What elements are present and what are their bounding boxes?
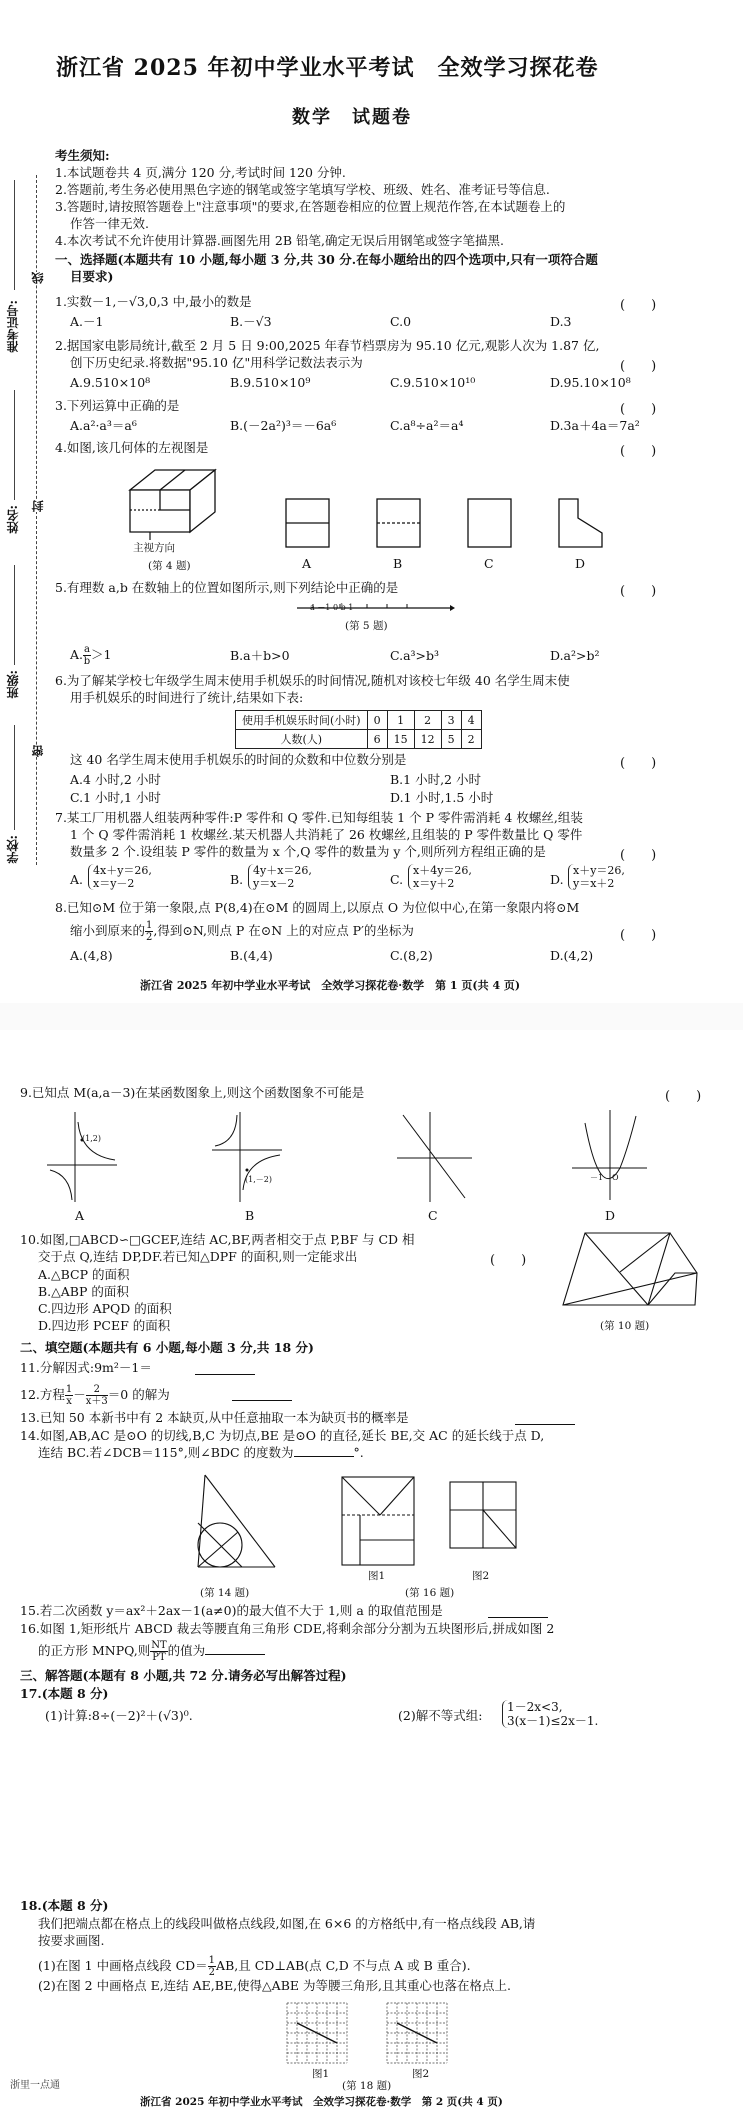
q2-option-a: A.9.510×10⁸: [70, 375, 151, 390]
secret-mark: 密: [31, 745, 45, 757]
q16-figure-2-label: 图2: [472, 1570, 490, 1582]
q10-stem: 10.如图,□ABCD∽□GCEF,连结 AC,BF,两者相交于点 P,BF 与 CD 相: [20, 1232, 415, 1247]
page-1-footer: 浙江省 2025 年初中学业水平考试 全效学习探花卷·数学 第 1 页(共 4 页): [140, 979, 521, 992]
q7-option-c-label: C.: [390, 872, 404, 887]
q7-stem: 7.某工厂用机器人组装两种零件:P 零件和 Q 零件.已知每组装 1 个 P 零件需消耗 4 枚螺丝,组装: [55, 810, 583, 825]
q6-option-b: B.1 小时,2 小时: [390, 772, 481, 787]
q7-option-b: 4y＋x＝26, y＝x－2: [248, 864, 312, 890]
q18-part-1: (1)在图 1 中画格点线段 CD＝ $\frac{1}{2}$ AB,且 CD⊥AB(点 C,D 不与点 A 或 B 重合).: [38, 1955, 471, 1978]
table-cell: 3: [441, 711, 461, 730]
q8-stem: 8.已知⊙M 位于第一象限,点 P(8,4)在⊙M 的圆周上,以原点 O 为位似中心,在第一象限内将⊙M: [55, 900, 580, 915]
note-2: 2.答题前,考生务必使用黑色字迹的钢笔或签字笔填写学校、班级、姓名、准考证号等信息.: [55, 182, 550, 197]
q9-option-d: D: [605, 1208, 616, 1223]
q16-figure-1-label: 图1: [368, 1570, 386, 1582]
q14-figure: [180, 1470, 280, 1580]
q4-view-direction: 主视方向: [133, 542, 175, 554]
q18-grid-1-label: 图1: [312, 2068, 330, 2080]
q4-stem: 4.如图,该几何体的左视图是: [55, 440, 209, 455]
q6-option-a: A.4 小时,2 小时: [70, 772, 161, 787]
q4-option-b: B: [393, 556, 403, 571]
q5-option-a: A. $\frac{a}{b}$ ＞1: [70, 644, 112, 667]
q18-caption: (第 18 题): [342, 2080, 392, 2092]
q1-option-a: A.－1: [70, 314, 104, 329]
table-cell: 12: [414, 730, 441, 749]
q17-part-1: (1)计算:8÷(－2)²＋(√3)⁰.: [45, 1708, 193, 1723]
q9-option-b: B: [245, 1208, 255, 1223]
cut-line-mark: 线: [31, 272, 45, 284]
answer-paren: ( ): [490, 1253, 527, 1268]
q5-stem: 5.有理数 a,b 在数轴上的位置如图所示,则下列结论中正确的是: [55, 580, 399, 595]
q9-graph-a: [45, 1110, 120, 1205]
note-4: 4.本次考试不允许使用计算器.画图先用 2B 铅笔,确定无误后用钢笔或签字笔描黑.: [55, 233, 504, 248]
q7-stem-cont-2: 数量多 2 个.设组装 P 零件的数量为 x 个,Q 零件的数量为 y 个,则所列方程组正确的是: [70, 844, 546, 859]
q10-stem-cont: 交于点 Q,连结 DP,DF.若已知△DPF 的面积,则一定能求出: [38, 1249, 358, 1264]
exam-title: 浙江省 2025 年初中学业水平考试 全效学习探花卷: [56, 55, 599, 81]
answer-paren: ( ): [620, 444, 657, 459]
section-1-heading-cont: 目要求): [70, 269, 114, 284]
q7-option-d-label: D.: [550, 872, 564, 887]
q14-stem: 14.如图,AB,AC 是⊙O 的切线,B,C 为切点,BE 是⊙O 的直径,延长 BE,交 AC 的延长线于点 D,: [20, 1428, 545, 1443]
q4-view-d-icon: [558, 498, 603, 548]
section-1-heading: 一、选择题(本题共有 10 小题,每小题 3 分,共 30 分.在每小题给出的四个选项中,只有一项符合题: [55, 252, 598, 267]
q2-option-b: B.9.510×10⁹: [230, 375, 311, 390]
answer-paren: ( ): [620, 359, 657, 374]
q16-figure-1: [340, 1475, 420, 1570]
q7-option-d: x＋y＝26, y＝x＋2: [568, 864, 625, 890]
q9-graph-b: [210, 1110, 285, 1205]
q16-caption: (第 16 题): [405, 1587, 455, 1599]
table-cell: 2: [414, 711, 441, 730]
q6-stem: 6.为了解某学校七年级学生周末使用手机娱乐的时间情况,随机对该校七年级 40 名学生周末使: [55, 673, 570, 688]
q1-option-d: D.3: [550, 314, 572, 329]
q7-option-a-label: A.: [70, 872, 84, 887]
page-gap: [0, 1003, 743, 1030]
watermark: 浙里一点通: [10, 2080, 60, 2091]
table-cell: 0: [367, 711, 387, 730]
q8-option-c: C.(8,2): [390, 948, 433, 963]
q17-inequality-system: 1－2x<3, 3(x－1)≤2x－1.: [502, 1700, 598, 1728]
table-header: 使用手机娱乐时间(小时): [236, 711, 368, 730]
exam-page-2: [0, 1030, 743, 2108]
q15: 15.若二次函数 y＝ax²＋2ax－1(a≠0)的最大值不大于 1,则 a 的取值范围是: [20, 1603, 443, 1618]
q17-part-2: (2)解不等式组:: [398, 1708, 483, 1723]
q2-stem-cont: 创下历史纪录.将数据"95.10 亿"用科学记数法表示为: [70, 355, 363, 370]
q3-option-b: B.(－2a²)³＝－6a⁶: [230, 418, 337, 433]
q10-figure: [560, 1225, 700, 1315]
q10-option-a: A.△BCP 的面积: [38, 1267, 130, 1282]
q7-option-a: 4x＋y＝26, x＝y－2: [88, 864, 152, 890]
q18-heading: 18.(本题 8 分): [20, 1898, 109, 1913]
q2-stem: 2.据国家电影局统计,截至 2 月 5 日 9:00,2025 年春节档票房为 95.10 亿元,观影人次为 1.87 亿,: [55, 338, 600, 353]
q13: 13.已知 50 本新书中有 2 本缺页,从中任意抽取一本为缺页书的概率是: [20, 1410, 409, 1425]
q9-graph-d: [570, 1108, 650, 1205]
q18-stem-cont: 按要求画图.: [38, 1933, 105, 1948]
table-cell: 4: [461, 711, 481, 730]
table-row: [236, 711, 482, 730]
note-1: 1.本试题卷共 4 页,满分 120 分,考试时间 120 分钟.: [55, 165, 346, 180]
q6-question: 这 40 名学生周末使用手机娱乐的时间的众数和中位数分别是: [70, 752, 407, 767]
table-cell: 5: [441, 730, 461, 749]
table-cell: 1: [387, 711, 414, 730]
exam-page-1: [0, 0, 743, 1003]
school-label: 学校:: [6, 835, 20, 864]
exam-subtitle: 数学 试题卷: [292, 107, 412, 128]
answer-paren: ( ): [620, 928, 657, 943]
q1-option-c: C.0: [390, 314, 412, 329]
q9-graph-c: [395, 1110, 475, 1205]
q9-option-a: A: [75, 1208, 85, 1223]
q15-answer-blank: [488, 1617, 548, 1618]
name-label: 姓名:: [6, 505, 20, 534]
q12-answer-blank: [232, 1400, 292, 1401]
q5-caption: (第 5 题): [345, 620, 388, 632]
q4-view-a-icon: [285, 498, 330, 548]
q18-grid-2: [384, 2000, 450, 2066]
q9-stem: 9.已知点 M(a,a－3)在某函数图象上,则这个函数图象不可能是: [20, 1085, 365, 1100]
q2-option-c: C.9.510×10¹⁰: [390, 375, 476, 390]
q16-stem: 16.如图 1,矩形纸片 ABCD 裁去等腰直角三角形 CDE,将剩余部分分割为五块图形后,拼成如图 2: [20, 1621, 555, 1636]
section-3-heading: 三、解答题(本题有 8 小题,共 72 分.请务必写出解答过程): [20, 1668, 347, 1683]
q8-option-a: A.(4,8): [70, 948, 113, 963]
q9-origin-d: O: [612, 1173, 619, 1182]
q12: 12.方程 $\frac{1}{x}$ － $\frac{2}{x+3}$ ＝0 的解为: [20, 1384, 170, 1407]
q9-point-b: (1,－2): [245, 1175, 272, 1184]
q9-point-a: (1,2): [82, 1134, 101, 1143]
q6-option-d: D.1 小时,1.5 小时: [390, 790, 494, 805]
q5-option-d: D.a²>b²: [550, 648, 600, 663]
q4-option-a: A: [302, 556, 312, 571]
q18-grid-1: [284, 2000, 350, 2066]
q5-axis-labels: a －1 0 b 1: [310, 603, 354, 612]
answer-paren: ( ): [620, 848, 657, 863]
q5-option-c: C.a³>b³: [390, 648, 440, 663]
q4-view-b-icon: [376, 498, 421, 548]
q14-caption: (第 14 题): [200, 1587, 250, 1599]
note-3-cont: 作答一律无效.: [70, 216, 149, 231]
q6-option-c: C.1 小时,1 小时: [70, 790, 161, 805]
q9-option-c: C: [428, 1208, 438, 1223]
q18-part-2: (2)在图 2 中画格点 E,连结 AE,BE,使得△ABE 为等腰三角形,且其重心也落在格点上.: [38, 1978, 511, 1993]
q1-option-b: B.－√3: [230, 314, 272, 329]
q4-view-c-icon: [467, 498, 512, 548]
q8-option-d: D.(4,2): [550, 948, 594, 963]
table-row: [236, 730, 482, 749]
q3-option-a: A.a²·a³＝a⁶: [70, 418, 137, 433]
q10-option-d: D.四边形 PCEF 的面积: [38, 1318, 171, 1333]
q18-grid-2-label: 图2: [412, 2068, 430, 2080]
section-2-heading: 二、填空题(本题共有 6 小题,每小题 3 分,共 18 分): [20, 1340, 314, 1355]
q9-axis-d: －1: [590, 1173, 604, 1182]
q18-stem: 我们把端点都在格点上的线段叫做格点线段,如图,在 6×6 的方格纸中,有一格点线段 AB,请: [38, 1916, 536, 1931]
q17-heading: 17.(本题 8 分): [20, 1686, 109, 1701]
q6-stem-cont: 用手机娱乐的时间进行了统计,结果如下表:: [70, 690, 304, 705]
table-cell: 6: [367, 730, 387, 749]
answer-paren: ( ): [620, 298, 657, 313]
class-label: 班级:: [6, 670, 20, 699]
q4-caption: (第 4 题): [148, 560, 191, 572]
q10-caption: (第 10 题): [600, 1320, 650, 1332]
seal-mark: 封: [31, 500, 45, 512]
exam-number-label: 准考证号:: [6, 300, 20, 353]
q11: 11.分解因式:9m²－1＝: [20, 1360, 152, 1375]
q7-option-c: x＋4y＝26, x＝y＋2: [408, 864, 472, 890]
notes-heading: 考生须知:: [55, 148, 110, 163]
answer-paren: ( ): [620, 756, 657, 771]
table-cell: 15: [387, 730, 414, 749]
page-2-footer: 浙江省 2025 年初中学业水平考试 全效学习探花卷·数学 第 2 页(共 4 页): [140, 2096, 503, 2108]
q10-option-c: C.四边形 APQD 的面积: [38, 1301, 172, 1316]
q4-option-c: C: [484, 556, 494, 571]
answer-paren: ( ): [620, 402, 657, 417]
q8-stem-cont: 缩小到原来的 $\frac{1}{2}$ ,得到⊙N,则点 P 在⊙N 上的对应点 P′的坐标为: [70, 920, 414, 943]
q4-option-d: D: [575, 556, 586, 571]
table-cell: 2: [461, 730, 481, 749]
answer-paren: ( ): [665, 1089, 702, 1104]
q3-stem: 3.下列运算中正确的是: [55, 398, 180, 413]
q5-option-b: B.a＋b>0: [230, 648, 290, 663]
q3-option-c: C.a⁸÷a²＝a⁴: [390, 418, 464, 433]
q16-figure-2: [448, 1480, 518, 1565]
table-header: 人数(人): [236, 730, 368, 749]
note-3: 3.答题时,请按照答题卷上"注意事项"的要求,在答题卷相应的位置上规范作答,在本试题卷上的: [55, 199, 566, 214]
q7-stem-cont-1: 1 个 Q 零件需消耗 1 枚螺丝.某天机器人共消耗了 26 枚螺丝,且组装的 P 零件数量比 Q 零件: [70, 827, 583, 842]
q8-option-b: B.(4,4): [230, 948, 273, 963]
q14-stem-cont: 连结 BC.若∠DCB＝115°,则∠BDC 的度数为 °.: [38, 1445, 364, 1460]
q7-option-b-label: B.: [230, 872, 244, 887]
q3-option-d: D.3a＋4a＝7a²: [550, 418, 640, 433]
answer-paren: ( ): [620, 584, 657, 599]
q1-stem: 1.实数－1,－√3,0,3 中,最小的数是: [55, 294, 252, 309]
q16-stem-cont: 的正方形 MNPQ,则 $\frac{NT}{PT}$ 的值为: [38, 1640, 265, 1663]
q4-solid-figure: [120, 460, 230, 540]
q13-answer-blank: [515, 1424, 575, 1425]
q2-option-d: D.95.10×10⁸: [550, 375, 631, 390]
q10-option-b: B.△ABP 的面积: [38, 1284, 129, 1299]
q6-data-table: [235, 710, 482, 749]
q11-answer-blank: [195, 1374, 255, 1375]
